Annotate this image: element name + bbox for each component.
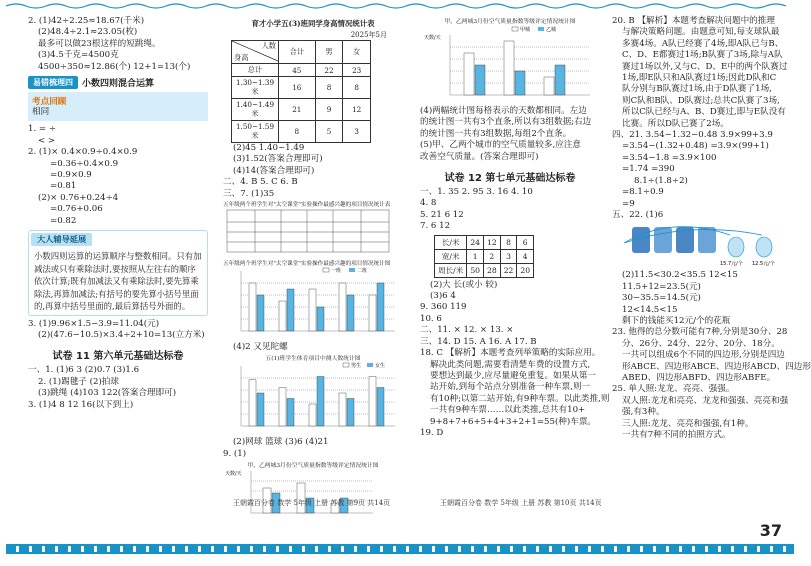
answer-line: (2)(47.6−10.5)×3.4÷2+10=13(立方米) xyxy=(38,330,205,340)
stripe-tick xyxy=(497,546,500,552)
table-header-cell: 男 xyxy=(315,41,343,64)
answer-line: < > xyxy=(38,135,56,146)
chart-bar xyxy=(464,53,474,95)
table-cell: 22 xyxy=(500,263,517,277)
chart-bar xyxy=(544,77,554,95)
answer-line: 9+8+7+6+5+4+3+2+1=55(种)车票。 xyxy=(430,416,597,427)
stripe-tick xyxy=(471,546,474,552)
perimeter-table xyxy=(434,235,534,278)
chart-bar xyxy=(339,283,346,331)
answer-line: (2)11.5<30.2<35.5 12<15 xyxy=(622,270,738,281)
table-cell: 5 xyxy=(315,121,343,143)
stripe-tick xyxy=(172,546,175,552)
answer-line: 三、7. (1)35 xyxy=(223,188,275,199)
stripe-tick xyxy=(510,546,513,552)
table-cell: 2 xyxy=(484,249,501,263)
table-cell: 8 xyxy=(500,235,517,249)
stripe-tick xyxy=(133,546,136,552)
legend-label: 女生 xyxy=(375,363,386,370)
table-cell: 周长/米 xyxy=(435,263,467,277)
answer-line: 12<14.5<15 xyxy=(622,304,678,315)
answer-line: 一、1. (1)6 3 (2)0.7 (3)1.6 xyxy=(28,365,140,376)
table-header-cell: 女 xyxy=(343,41,371,64)
answer-line: (2)45 1.40~1.49 xyxy=(233,143,305,153)
answer-line: 分、26分、24分、22分、20分、18分。 xyxy=(622,338,780,349)
figure-title: 甲、乙两城3月份空气质量指数等级评定情况统计图 xyxy=(444,19,576,25)
stripe-tick xyxy=(367,546,370,552)
tip-box xyxy=(28,230,208,316)
chart-bar xyxy=(257,393,264,426)
answer-line: 解决此类问题,需要看清楚车费的设置方式, xyxy=(430,359,591,370)
table-cell: 8 xyxy=(315,77,343,99)
stripe-tick xyxy=(536,546,539,552)
stripe-tick xyxy=(523,546,526,552)
section-tag: 易错梳理四 xyxy=(28,76,78,89)
answer-line: =0.9×0.9 xyxy=(50,170,92,181)
answer-line: 3. (1)9.96×1.5−3.9=11.04(元) xyxy=(28,318,160,329)
answer-line: 赛过1场以外,又与C、D、E中的两个队赛过 xyxy=(622,61,788,72)
stripe-tick xyxy=(575,546,578,552)
stripe-tick xyxy=(185,546,188,552)
figure-title: 甲、乙两城3月份空气质量指数等级评定情况统计图 xyxy=(247,463,379,470)
answer-line: (3)跳绳 (4)103 122(答案合理即可) xyxy=(38,388,177,399)
stripe-tick xyxy=(159,546,162,552)
answer-line: 5. 21 6 12 xyxy=(420,209,464,220)
page-number: 37 xyxy=(759,521,782,540)
table-cell: 28 xyxy=(484,263,501,277)
table-corner-cell xyxy=(232,41,279,64)
stripe-tick xyxy=(81,546,84,552)
answer-line: 五、22. (1)6 xyxy=(612,209,664,220)
answer-line: 最多可以做23根这样的短跳绳。 xyxy=(38,38,161,49)
table-cell: 50 xyxy=(467,263,484,277)
table-cell: 12 xyxy=(484,235,501,249)
answer-line: 11.5+12=23.5(元) xyxy=(622,281,701,292)
corner-label-count: 人数 xyxy=(261,41,276,50)
answer-line: 四、21. 3.54−1.32−0.48 3.9×99+3.9 xyxy=(612,130,773,141)
answer-line: 4500÷350≈12.86(个) 12+1=13(个) xyxy=(38,61,191,72)
chart-bar xyxy=(377,283,384,331)
answer-line: 三人照:龙龙、亮亮和强强,有1种。 xyxy=(622,418,754,429)
stripe-tick xyxy=(29,546,32,552)
stripe-tick xyxy=(68,546,71,552)
column-4 xyxy=(612,16,811,526)
legend-label: 一班 xyxy=(331,268,342,275)
stripe-tick xyxy=(432,546,435,552)
answer-line: (2)48.4÷2.1≈23.05(枚) xyxy=(38,27,138,38)
chart-bar xyxy=(309,404,316,426)
answer-line: 2. (1)42÷2.25≈18.67(千米) xyxy=(28,16,145,26)
table-cell: 1.30~1.39米 xyxy=(232,77,279,99)
answer-line: 一共有7种不同的拍照方式。 xyxy=(622,430,731,440)
stripe-tick xyxy=(406,546,409,552)
answer-line: 8.1÷(1.8÷2) xyxy=(634,175,688,186)
vase-icon xyxy=(698,227,716,253)
vase-icon xyxy=(728,237,744,257)
stripe-tick xyxy=(341,546,344,552)
chart-bar xyxy=(515,71,525,95)
stripe-tick xyxy=(458,546,461,552)
table-cell: 宽/米 xyxy=(435,249,467,263)
answer-line: (4)14(答案合理即可) xyxy=(233,165,315,176)
answer-line: 双人照:龙龙和亮亮、龙龙和强强、亮亮和强 xyxy=(622,395,789,406)
answer-line: =0.82 xyxy=(50,215,77,226)
stripe-tick xyxy=(146,546,149,552)
answer-line: =0.76+0.06 xyxy=(50,204,103,215)
figure-title: 五年级两个班学生对"太空课堂"实验操作最感兴趣的项目情况统计表 xyxy=(223,202,391,209)
answer-line: 10. 6 xyxy=(420,313,442,324)
stripe-tick xyxy=(42,546,45,552)
answer-line: 则C队和B队、D队赛过;总共C队赛了3场, xyxy=(622,95,780,106)
review-box xyxy=(28,92,208,121)
air-quality-chart-small xyxy=(223,469,399,517)
stripe-tick xyxy=(640,546,643,552)
stripe-tick xyxy=(211,546,214,552)
answer-line: 一共有9种车票……以此类推,总共有10+ xyxy=(430,405,586,416)
answer-line: 4. 8 xyxy=(420,198,437,209)
stripe-tick xyxy=(627,546,630,552)
height-table xyxy=(231,40,371,143)
exam-12-title: 试卷 12 第七单元基础达标卷 xyxy=(444,173,576,185)
table-cell: 1.50~1.59米 xyxy=(232,121,279,143)
column-3 xyxy=(420,16,610,526)
stripe-tick xyxy=(484,546,487,552)
chart-bar xyxy=(369,295,376,331)
stripe-tick xyxy=(224,546,227,552)
stripe-tick xyxy=(419,546,422,552)
answer-line: 的统计图一共有3组数据,每组2个直条。 xyxy=(420,128,572,139)
legend-label: 二班 xyxy=(357,268,368,275)
stripe-tick xyxy=(614,546,617,552)
answer-line: 队分别与B队赛过1场,由于D队赛了1场, xyxy=(622,84,772,95)
answer-line: (4)两幅统计图每格表示的天数都相同。左边 xyxy=(420,106,587,116)
legend-swatch xyxy=(538,27,544,31)
table-cell: 21 xyxy=(279,99,316,121)
table-cell: 45 xyxy=(279,64,316,77)
legend-label: 甲城 xyxy=(520,27,531,33)
stripe-tick xyxy=(692,546,695,552)
table-cell: 24 xyxy=(467,235,484,249)
answer-line: (5)甲、乙两个城市的空气质量较多,应注意 xyxy=(420,140,581,151)
stripe-tick xyxy=(16,546,19,552)
page-footer-left: 王朝霞百分卷 数学 5年级 上册 苏教 第9页 共14页 xyxy=(233,499,391,507)
vase-icon xyxy=(654,227,672,253)
answer-line: 18. C 【解析】本题考查列举策略的实际应用。 xyxy=(420,348,601,359)
chart-bar xyxy=(504,41,514,95)
answer-line: 改善空气质量。(答案合理即可) xyxy=(420,151,539,162)
stripe-tick xyxy=(757,546,760,552)
stripe-tick xyxy=(380,546,383,552)
stripe-tick xyxy=(705,546,708,552)
chart-bar xyxy=(317,307,324,331)
chart-bar xyxy=(287,289,294,331)
answer-line: 19. D xyxy=(420,427,444,438)
chart-bar xyxy=(309,289,316,331)
answer-line: 23. 他得的总分数可能有7种,分别是30分、28 xyxy=(612,327,788,338)
stripe-tick xyxy=(601,546,604,552)
stripe-tick xyxy=(770,546,773,552)
stripe-tick xyxy=(263,546,266,552)
chart-bar xyxy=(339,393,346,426)
answer-line: (3)1.52(答案合理即可) xyxy=(233,154,323,165)
stripe-tick xyxy=(237,546,240,552)
chart-bar xyxy=(279,388,286,427)
answer-line: 3. (1)4 8 12 16(以下到上) xyxy=(28,399,134,410)
table-cell: 1.40~1.49米 xyxy=(232,99,279,121)
answer-line: 二、11. × 12. × 13. × xyxy=(420,325,514,336)
table-cell: 8 xyxy=(279,121,316,143)
answer-line: 站开始,到每个站点分别准备一种车票,则一 xyxy=(430,382,591,393)
answer-line: 多赛4场。A队已经赛了4场,即A队已与B、 xyxy=(622,38,784,49)
column-2 xyxy=(223,16,403,526)
stripe-tick xyxy=(562,546,565,552)
table-cell: 8 xyxy=(343,77,371,99)
answer-line: (2)大 长(或小 较) xyxy=(430,279,498,290)
answer-line: 2. (1)踢毽子 (2)拍球 xyxy=(38,376,119,387)
table-cell: 23 xyxy=(343,64,371,77)
stripe-tick xyxy=(94,546,97,552)
answer-line: =9 xyxy=(622,198,635,209)
answer-line: 的统计图一共有3个直条,所以有3组数据;右边 xyxy=(420,117,592,128)
section-title: 小数四则混合运算 xyxy=(82,79,155,90)
answer-line: 有10种;以第二站开始,有9种车票。以此类推,则 xyxy=(430,393,610,404)
answer-line: =3.54−1.8 =3.9×100 xyxy=(622,152,717,163)
table-cell: 长/米 xyxy=(435,235,467,249)
answer-line: 强,有3种。 xyxy=(622,407,665,418)
table-cell: 22 xyxy=(315,64,343,77)
corner-label-height: 身高 xyxy=(234,53,249,62)
table-cell: 16 xyxy=(279,77,316,99)
legend-swatch xyxy=(367,363,373,367)
stripe-tick xyxy=(445,546,448,552)
stripe-tick xyxy=(198,546,201,552)
top-wave-border xyxy=(6,2,794,10)
review-body: 相同 xyxy=(32,107,50,118)
answer-line: 与解决策略问题。由题意可知,每支球队最 xyxy=(622,27,780,38)
price-label: 12.5元/个 xyxy=(752,261,775,268)
answer-line: ABED、四边形ABFD、四边形ABFE。 xyxy=(622,372,776,383)
vase-illustration xyxy=(612,221,782,267)
answer-line: 9. (1) xyxy=(223,448,247,459)
table-cell: 20 xyxy=(517,263,534,277)
price-label: 15.7元/个 xyxy=(720,261,743,268)
answer-line: 25. 单人照:龙龙、亮亮、强强。 xyxy=(612,384,735,395)
stripe-tick xyxy=(354,546,357,552)
table-cell: 3 xyxy=(500,249,517,263)
stripe-tick xyxy=(666,546,669,552)
stripe-tick xyxy=(315,546,318,552)
answer-line: 1场,即E队只和A队赛过1场;因此D队和C xyxy=(622,73,777,84)
stripe-tick xyxy=(107,546,110,552)
axis-label: 天数/天 xyxy=(424,35,441,41)
answer-line: 三、14. D 15. A 16. A 17. B xyxy=(420,336,537,347)
table-title: 育才小学五(3)班同学身高情况统计表 xyxy=(251,19,375,28)
chart-bar xyxy=(377,388,384,427)
chart-bar xyxy=(347,295,354,331)
tip-heading: 大人辅导延展 xyxy=(31,233,92,246)
stripe-tick xyxy=(55,546,58,552)
axis-label: 天数/天 xyxy=(225,471,242,478)
legend-label: 乙城 xyxy=(546,27,557,33)
answer-line: 所以C队已经与A、B、D赛过,即与E队没有 xyxy=(622,107,786,118)
stripe-tick xyxy=(120,546,123,552)
table-header-cell: 合计 xyxy=(279,41,316,64)
stripe-tick xyxy=(250,546,253,552)
stripe-tick xyxy=(276,546,279,552)
table-cell: 12 xyxy=(343,99,371,121)
figure-title: 五年级两个班学生对"太空课堂"实验操作最感兴趣的项目情况统计图 xyxy=(223,261,391,268)
legend-swatch xyxy=(349,268,355,272)
air-quality-chart xyxy=(420,25,600,103)
table-cell: 9 xyxy=(315,99,343,121)
answer-line: 二、4. B 5. C 6. B xyxy=(223,177,298,188)
legend-swatch xyxy=(512,27,518,31)
answer-line: 20. B 【解析】本题考查解决问题中的推理 xyxy=(612,16,775,26)
answer-line: 1. = ÷ xyxy=(28,124,57,135)
review-heading: 考点回顾 xyxy=(32,97,67,108)
answer-line: (3)4.5千克=4500克 xyxy=(38,50,119,61)
chart-bar xyxy=(257,295,264,331)
answer-line: =8.1÷0.9 xyxy=(622,187,664,198)
answer-line: =0.36÷0.4×0.9 xyxy=(50,158,119,169)
chart-bar xyxy=(249,283,256,331)
answer-line: 要想达到最少,应尽量避免重复。如果从第一 xyxy=(430,370,597,381)
stripe-tick xyxy=(783,546,786,552)
interest-bar-chart xyxy=(223,267,399,339)
tip-body: 小数四则运算的运算顺序与整数相同。只有加减法或只有乘除法时,要按照从左往右的顺序依次计算;既有加减法又有乘除法时,要先算乘除法,再算加减法;有括号的要先算小括号里面的,再算中括号里面的,最后算括号外面的。 xyxy=(34,251,202,312)
legend-label: 男生 xyxy=(351,363,362,370)
answer-line: C、D、E都赛过1场;B队赛了3场,除与A队 xyxy=(622,50,783,61)
stripe-tick xyxy=(679,546,682,552)
answer-line: 7. 6 12 xyxy=(420,221,451,232)
chart-bar xyxy=(369,377,376,427)
figure-title: 五(1)班学生体育项目中测人数统计图 xyxy=(265,356,361,363)
stripe-tick xyxy=(653,546,656,552)
stripe-tick xyxy=(289,546,292,552)
column-1 xyxy=(28,16,208,526)
answer-line: 剩下的钱能买12元/个的花瓶 xyxy=(622,315,731,326)
stripe-tick xyxy=(731,546,734,552)
answer-line: 比赛。所以D队已赛了2场。 xyxy=(622,118,729,129)
exam-answer-page xyxy=(6,2,811,554)
table-cell: 4 xyxy=(517,249,534,263)
answer-line: (3)6 4 xyxy=(430,291,456,302)
chart-bar xyxy=(347,399,354,427)
answer-line: 30−35.5=14.5(元) xyxy=(622,293,701,304)
legend-swatch xyxy=(323,268,329,272)
chart-bar xyxy=(475,65,485,95)
stripe-tick xyxy=(302,546,305,552)
chart-bar xyxy=(287,399,294,427)
stripe-tick xyxy=(718,546,721,552)
answer-line: 9. 360 119 xyxy=(420,302,467,313)
sports-bar-chart xyxy=(223,362,399,434)
legend-swatch xyxy=(343,363,349,367)
table-date: 2025年5月 xyxy=(350,31,387,39)
table-cell: 1 xyxy=(467,249,484,263)
answer-line: 一、1. 35 2. 95 3. 16 4. 10 xyxy=(420,187,533,198)
page-footer-right: 王朝霞百分卷 数学 5年级 上册 苏教 第10页 共14页 xyxy=(440,499,602,507)
answer-line: =0.81 xyxy=(50,181,77,192)
stripe-tick xyxy=(588,546,591,552)
chart-bar xyxy=(317,377,324,427)
answer-line: 一共可以组成6个不同的四边形,分别是四边 xyxy=(622,350,785,361)
answer-line: =1.74 =390 xyxy=(622,164,675,175)
table-cell: 3 xyxy=(343,121,371,143)
answer-line: 2. (1)× 0.4×0.9÷0.4×0.9 xyxy=(28,147,138,158)
vase-icon xyxy=(756,237,772,257)
stripe-tick xyxy=(549,546,552,552)
chart-bar xyxy=(555,65,565,95)
chart-bar xyxy=(279,301,286,331)
answer-line: (4)2 又见陀螺 xyxy=(233,342,288,353)
section-header xyxy=(28,76,208,89)
stripe-tick xyxy=(328,546,331,552)
stripe-tick xyxy=(744,546,747,552)
answer-line: (2)× 0.76+0.24÷4 xyxy=(38,192,119,203)
bottom-stripe xyxy=(6,544,794,554)
stripe-tick xyxy=(393,546,396,552)
chart-bar xyxy=(249,380,256,426)
answer-line: =3.54−(1.32+0.48) =3.9×(99+1) xyxy=(622,141,769,152)
answer-line: 形ABCE、四边形ABCE、四边形ABCD、四边形 xyxy=(622,361,811,372)
exam-11-title: 试卷 11 第六单元基础达标卷 xyxy=(52,351,184,363)
interest-table-figure xyxy=(223,208,393,256)
answer-line: (2)网球 篮球 (3)6 (4)21 xyxy=(233,437,329,448)
table-cell: 6 xyxy=(517,235,534,249)
table-cell: 总计 xyxy=(232,64,279,77)
